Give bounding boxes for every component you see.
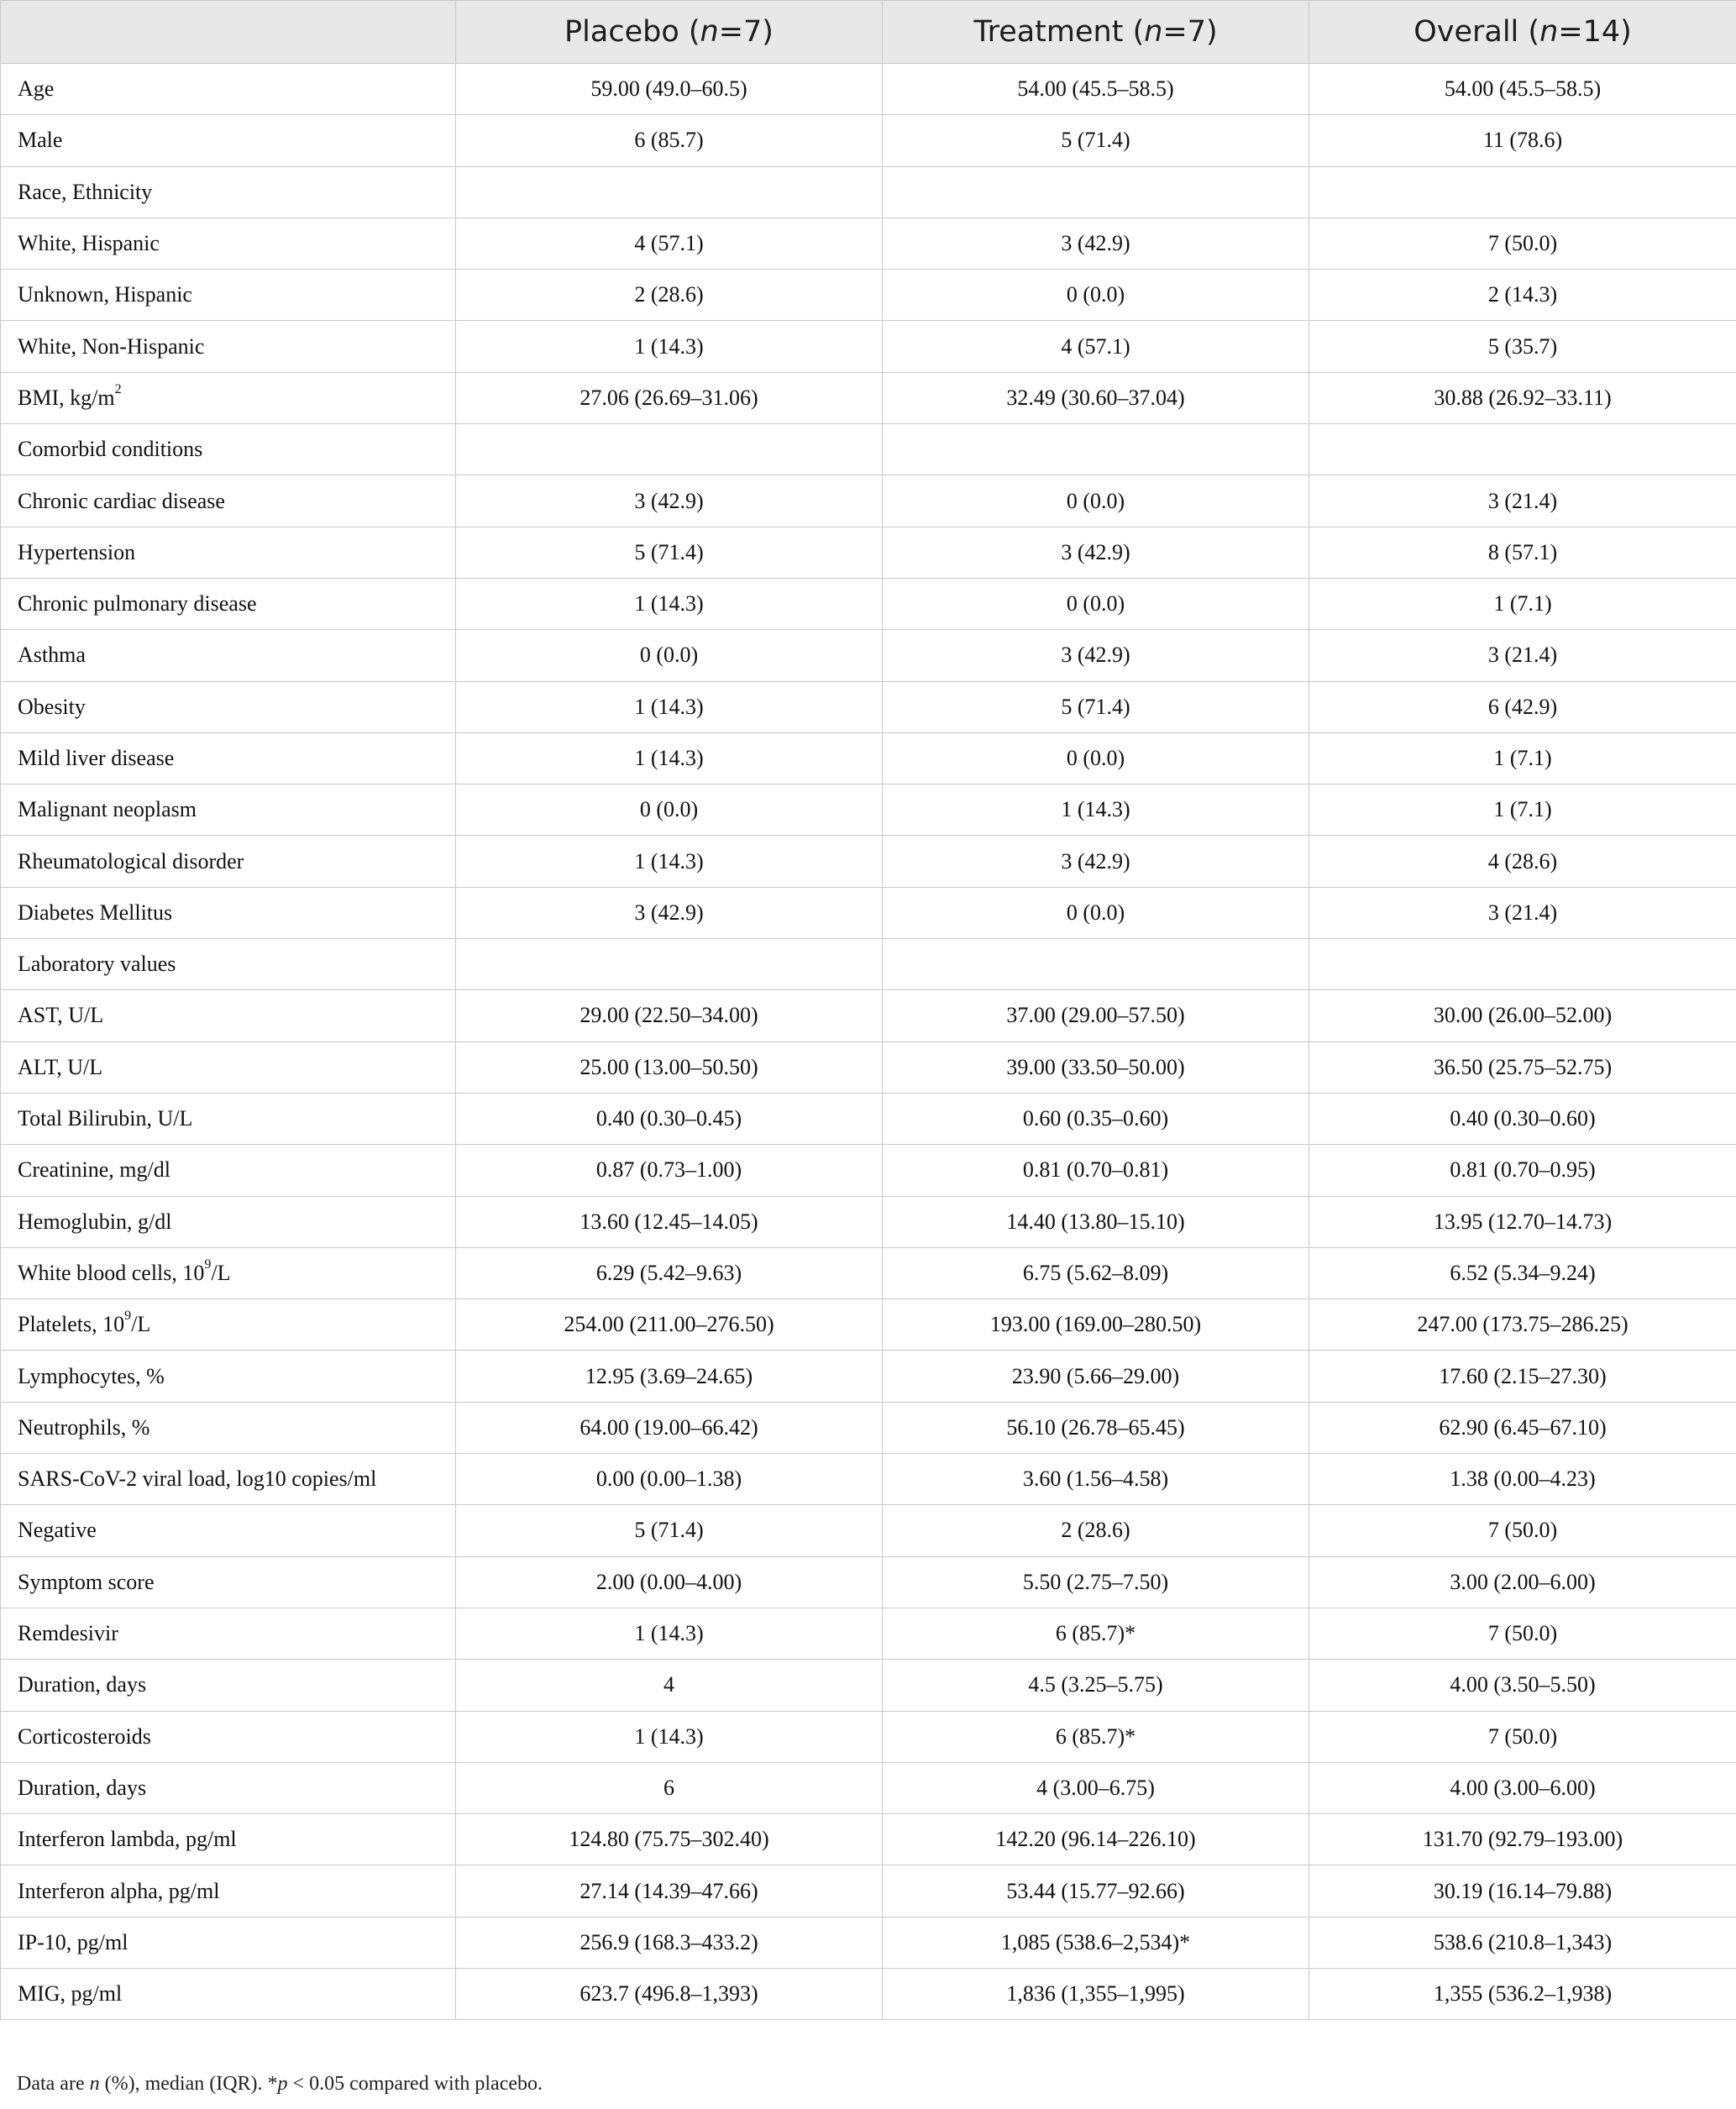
table-row [1, 1351, 1736, 1402]
cell-overall: 0.40 (0.30–0.60) [1309, 1093, 1736, 1144]
cell-overall: 30.88 (26.92–33.11) [1309, 372, 1736, 423]
cell-placebo: 1 (14.3) [456, 1711, 883, 1762]
footnote-n: n [89, 2073, 100, 2095]
cell-treatment: 1,085 (538.6–2,534)* [883, 1917, 1309, 1968]
header-row [1, 1, 1736, 64]
cell-placebo: 27.06 (26.69–31.06) [456, 372, 883, 423]
table-row [1, 424, 1736, 475]
footnote-p: p [277, 2073, 288, 2095]
table-row [1, 475, 1736, 527]
cell-treatment: 56.10 (26.78–65.45) [883, 1402, 1309, 1453]
row-label [1, 1660, 456, 1711]
table-body [1, 64, 1736, 2020]
cell-treatment: 0.60 (0.35–0.60) [883, 1093, 1309, 1144]
table-row [1, 1299, 1736, 1351]
cell-placebo: 5 (71.4) [456, 1505, 883, 1556]
table-row [1, 166, 1736, 218]
header-treatment-n: n [1144, 15, 1163, 49]
row-label-text: AST, U/L [18, 1003, 104, 1028]
cell-overall: 247.00 (173.75–286.25) [1309, 1299, 1736, 1351]
row-label-text: Negative [18, 1518, 97, 1543]
header-overall-suffix: =14) [1558, 15, 1632, 49]
row-label-text: Obesity [18, 694, 86, 719]
row-label [1, 630, 456, 681]
table-row [1, 1660, 1736, 1711]
row-label-text: Unknown, Hispanic [18, 282, 192, 307]
cell-treatment: 6.75 (5.62–8.09) [883, 1247, 1309, 1298]
table-row [1, 1917, 1736, 1968]
cell-overall: 4.00 (3.50–5.50) [1309, 1660, 1736, 1711]
cell-overall [1309, 939, 1736, 990]
row-label [1, 1196, 456, 1247]
row-label-text: Malignant neoplasm [18, 797, 197, 822]
cell-overall: 8 (57.1) [1309, 527, 1736, 578]
cell-placebo: 623.7 (496.8–1,393) [456, 1968, 883, 2019]
cell-treatment: 0.81 (0.70–0.81) [883, 1145, 1309, 1196]
row-label [1, 1402, 456, 1453]
cell-placebo: 0 (0.0) [456, 630, 883, 681]
cell-overall: 3 (21.4) [1309, 475, 1736, 527]
row-label [1, 64, 456, 115]
cell-overall: 13.95 (12.70–14.73) [1309, 1196, 1736, 1247]
row-label-text: Male [18, 128, 63, 153]
row-label-text: Creatinine, mg/dl [18, 1157, 170, 1183]
cell-overall: 131.70 (92.79–193.00) [1309, 1814, 1736, 1865]
table-row [1, 939, 1736, 990]
cell-placebo: 27.14 (14.39–47.66) [456, 1865, 883, 1917]
row-label-unit: /L [211, 1260, 231, 1285]
row-label [1, 836, 456, 887]
cell-placebo: 6 (85.7) [456, 115, 883, 166]
cell-overall: 7 (50.0) [1309, 1711, 1736, 1762]
footnote-part2: (%), median (IQR). * [99, 2073, 278, 2095]
table-row [1, 1196, 1736, 1247]
row-label-text: Hemoglubin, g/dl [18, 1209, 172, 1234]
cell-placebo [456, 424, 883, 475]
cell-treatment [883, 939, 1309, 990]
row-label-text: Platelets, 10 [18, 1312, 125, 1337]
row-label-text: Corticosteroids [18, 1723, 151, 1749]
cell-treatment: 0 (0.0) [883, 732, 1309, 784]
footnote-part3: < 0.05 compared with placebo. [287, 2073, 543, 2095]
table-row [1, 1608, 1736, 1659]
row-label [1, 270, 456, 321]
row-label [1, 1711, 456, 1762]
cell-overall [1309, 166, 1736, 218]
row-label-text: Duration, days [18, 1672, 147, 1697]
cell-placebo: 2.00 (0.00–4.00) [456, 1556, 883, 1608]
row-label [1, 1454, 456, 1505]
cell-placebo: 4 [456, 1660, 883, 1711]
cell-treatment: 0 (0.0) [883, 475, 1309, 527]
cell-overall: 62.90 (6.45–67.10) [1309, 1402, 1736, 1453]
table-row [1, 64, 1736, 115]
cell-overall: 1.38 (0.00–4.23) [1309, 1454, 1736, 1505]
row-label-text: White blood cells, 10 [18, 1260, 205, 1285]
row-label-text: Remdesivir [18, 1621, 118, 1646]
table-row [1, 1041, 1736, 1093]
row-label-text: Symptom score [18, 1569, 155, 1594]
row-label [1, 784, 456, 836]
row-label [1, 115, 456, 166]
cell-overall: 2 (14.3) [1309, 270, 1736, 321]
table-row [1, 1145, 1736, 1196]
header-placebo [456, 1, 883, 64]
row-label-text: Duration, days [18, 1775, 147, 1800]
row-label-text: Interferon alpha, pg/ml [18, 1878, 220, 1903]
cell-treatment: 23.90 (5.66–29.00) [883, 1351, 1309, 1402]
table-row [1, 218, 1736, 269]
cell-overall: 17.60 (2.15–27.30) [1309, 1351, 1736, 1402]
cell-overall [1309, 424, 1736, 475]
row-label [1, 475, 456, 527]
cell-treatment: 32.49 (30.60–37.04) [883, 372, 1309, 423]
table-row [1, 1865, 1736, 1917]
row-label [1, 990, 456, 1041]
row-label-text: Total Bilirubin, U/L [18, 1106, 193, 1131]
cell-placebo: 64.00 (19.00–66.42) [456, 1402, 883, 1453]
cell-overall: 4.00 (3.00–6.00) [1309, 1762, 1736, 1813]
cell-overall: 0.81 (0.70–0.95) [1309, 1145, 1736, 1196]
row-label-text: White, Hispanic [18, 231, 160, 256]
header-overall-prefix: Overall ( [1413, 15, 1540, 49]
table-row [1, 681, 1736, 732]
table-row [1, 1556, 1736, 1608]
cell-treatment [883, 166, 1309, 218]
row-label-text: Race, Ethnicity [18, 179, 153, 204]
row-label-text: Age [18, 76, 55, 102]
row-label-superscript: 9 [124, 1309, 132, 1324]
row-label-text: SARS-CoV-2 viral load, log10 copies/ml [18, 1466, 377, 1492]
row-label [1, 1556, 456, 1608]
table-row [1, 115, 1736, 166]
row-label-superscript: 9 [204, 1256, 212, 1272]
cell-overall: 1 (7.1) [1309, 784, 1736, 836]
row-label-superscript: 2 [114, 381, 122, 396]
cell-treatment: 5 (71.4) [883, 681, 1309, 732]
header-treatment-suffix: =7) [1162, 15, 1218, 49]
header-overall [1309, 1, 1736, 64]
cell-treatment: 3 (42.9) [883, 527, 1309, 578]
row-label [1, 1917, 456, 1968]
cell-placebo [456, 939, 883, 990]
row-label-text: Neutrophils, % [18, 1414, 150, 1440]
cell-placebo [456, 166, 883, 218]
row-label-text: IP-10, pg/ml [18, 1929, 128, 1954]
cell-treatment: 2 (28.6) [883, 1505, 1309, 1556]
cell-placebo: 2 (28.6) [456, 270, 883, 321]
row-label-text: Comorbid conditions [18, 437, 203, 462]
header-treatment [883, 1, 1309, 64]
row-label-text: Mild liver disease [18, 746, 175, 770]
row-label [1, 1968, 456, 2019]
cell-overall: 7 (50.0) [1309, 1608, 1736, 1659]
cell-placebo: 25.00 (13.00–50.50) [456, 1041, 883, 1093]
table-row [1, 1762, 1736, 1813]
row-label [1, 372, 456, 423]
header-overall-n: n [1539, 15, 1559, 49]
row-label [1, 887, 456, 938]
row-label-text: Asthma [18, 643, 86, 668]
row-label-text: BMI, kg/m [18, 385, 115, 410]
row-label [1, 681, 456, 732]
table-row [1, 1814, 1736, 1865]
table-row [1, 372, 1736, 423]
cell-treatment: 4.5 (3.25–5.75) [883, 1660, 1309, 1711]
cell-overall: 6 (42.9) [1309, 681, 1736, 732]
row-label [1, 218, 456, 269]
cell-overall: 3 (21.4) [1309, 887, 1736, 938]
cell-treatment: 4 (57.1) [883, 321, 1309, 372]
row-label-unit: /L [131, 1312, 151, 1337]
header-placebo-prefix: Placebo ( [564, 15, 700, 49]
cell-treatment: 54.00 (45.5–58.5) [883, 64, 1309, 115]
table-row [1, 784, 1736, 836]
cell-placebo: 0 (0.0) [456, 784, 883, 836]
cell-placebo: 1 (14.3) [456, 732, 883, 784]
cell-overall: 1 (7.1) [1309, 732, 1736, 784]
table-row [1, 1711, 1736, 1762]
cell-placebo: 6 [456, 1762, 883, 1813]
cell-overall: 7 (50.0) [1309, 218, 1736, 269]
cell-treatment: 5.50 (2.75–7.50) [883, 1556, 1309, 1608]
row-label [1, 732, 456, 784]
cell-overall: 1 (7.1) [1309, 578, 1736, 629]
cell-placebo: 124.80 (75.75–302.40) [456, 1814, 883, 1865]
header-treatment-prefix: Treatment ( [973, 15, 1145, 49]
row-label [1, 321, 456, 372]
row-label-text: ALT, U/L [18, 1054, 103, 1079]
row-label [1, 1145, 456, 1196]
cell-overall: 7 (50.0) [1309, 1505, 1736, 1556]
cell-overall: 3.00 (2.00–6.00) [1309, 1556, 1736, 1608]
header-placebo-suffix: =7) [718, 15, 774, 49]
table-row [1, 732, 1736, 784]
cell-treatment: 0 (0.0) [883, 270, 1309, 321]
cell-placebo: 1 (14.3) [456, 321, 883, 372]
row-label [1, 1865, 456, 1917]
row-label [1, 939, 456, 990]
row-label-text: MIG, pg/ml [18, 1981, 123, 2007]
table-row [1, 630, 1736, 681]
row-label [1, 1762, 456, 1813]
table-row [1, 1093, 1736, 1144]
row-label-text: Diabetes Mellitus [18, 900, 173, 925]
cell-treatment: 5 (71.4) [883, 115, 1309, 166]
header-placebo-n: n [700, 15, 719, 49]
cell-placebo: 12.95 (3.69–24.65) [456, 1351, 883, 1402]
cell-overall: 6.52 (5.34–9.24) [1309, 1247, 1736, 1298]
cell-placebo: 0.00 (0.00–1.38) [456, 1454, 883, 1505]
table-row [1, 270, 1736, 321]
cell-treatment: 4 (3.00–6.75) [883, 1762, 1309, 1813]
cell-placebo: 254.00 (211.00–276.50) [456, 1299, 883, 1351]
cell-overall: 1,355 (536.2–1,938) [1309, 1968, 1736, 2019]
table-row [1, 1505, 1736, 1556]
row-label-text: Hypertension [18, 539, 136, 564]
cell-overall: 36.50 (25.75–52.75) [1309, 1041, 1736, 1093]
cell-treatment: 3.60 (1.56–4.58) [883, 1454, 1309, 1505]
table-row [1, 1968, 1736, 2019]
row-label [1, 1505, 456, 1556]
row-label-text: Rheumatological disorder [18, 848, 244, 874]
cell-treatment: 142.20 (96.14–226.10) [883, 1814, 1309, 1865]
row-label-text: Chronic cardiac disease [18, 488, 225, 513]
cell-placebo: 29.00 (22.50–34.00) [456, 990, 883, 1041]
row-label [1, 166, 456, 218]
cell-treatment: 14.40 (13.80–15.10) [883, 1196, 1309, 1247]
cell-overall: 3 (21.4) [1309, 630, 1736, 681]
table-row [1, 836, 1736, 887]
cell-placebo: 3 (42.9) [456, 887, 883, 938]
table-row [1, 578, 1736, 629]
cell-overall: 538.6 (210.8–1,343) [1309, 1917, 1736, 1968]
cell-overall: 54.00 (45.5–58.5) [1309, 64, 1736, 115]
cell-placebo: 13.60 (12.45–14.05) [456, 1196, 883, 1247]
row-label-text: Lymphocytes, % [18, 1363, 165, 1388]
cell-overall: 5 (35.7) [1309, 321, 1736, 372]
row-label [1, 1041, 456, 1093]
table-row [1, 321, 1736, 372]
cell-placebo: 0.87 (0.73–1.00) [456, 1145, 883, 1196]
cell-treatment: 3 (42.9) [883, 630, 1309, 681]
row-label-text: Chronic pulmonary disease [18, 591, 257, 616]
cell-placebo: 4 (57.1) [456, 218, 883, 269]
cell-overall: 30.19 (16.14–79.88) [1309, 1865, 1736, 1917]
cell-placebo: 0.40 (0.30–0.45) [456, 1093, 883, 1144]
cell-treatment: 3 (42.9) [883, 836, 1309, 887]
row-label [1, 1093, 456, 1144]
cell-treatment: 0 (0.0) [883, 887, 1309, 938]
table-footnote [17, 2073, 543, 2096]
cell-placebo: 1 (14.3) [456, 1608, 883, 1659]
cell-placebo: 3 (42.9) [456, 475, 883, 527]
table-row [1, 1402, 1736, 1453]
cell-placebo: 256.9 (168.3–433.2) [456, 1917, 883, 1968]
cell-placebo: 59.00 (49.0–60.5) [456, 64, 883, 115]
table-row [1, 1247, 1736, 1298]
table-row [1, 990, 1736, 1041]
cell-treatment: 1 (14.3) [883, 784, 1309, 836]
cell-placebo: 1 (14.3) [456, 681, 883, 732]
row-label [1, 1814, 456, 1865]
cell-placebo: 1 (14.3) [456, 578, 883, 629]
cell-overall: 11 (78.6) [1309, 115, 1736, 166]
cell-overall: 4 (28.6) [1309, 836, 1736, 887]
row-label [1, 424, 456, 475]
cell-treatment [883, 424, 1309, 475]
cell-treatment: 37.00 (29.00–57.50) [883, 990, 1309, 1041]
row-label [1, 1247, 456, 1298]
table-row [1, 1454, 1736, 1505]
row-label [1, 1351, 456, 1402]
row-label [1, 1299, 456, 1351]
row-label [1, 527, 456, 578]
cell-treatment: 3 (42.9) [883, 218, 1309, 269]
cell-treatment: 6 (85.7)* [883, 1608, 1309, 1659]
row-label-text: White, Non-Hispanic [18, 333, 205, 359]
cell-treatment: 39.00 (33.50–50.00) [883, 1041, 1309, 1093]
row-label [1, 578, 456, 629]
table-row [1, 527, 1736, 578]
cell-treatment: 1,836 (1,355–1,995) [883, 1968, 1309, 2019]
cell-treatment: 53.44 (15.77–92.66) [883, 1865, 1309, 1917]
cell-treatment: 193.00 (169.00–280.50) [883, 1299, 1309, 1351]
table-row [1, 887, 1736, 938]
header-blank-cell [1, 1, 456, 64]
cell-placebo: 1 (14.3) [456, 836, 883, 887]
row-label [1, 1608, 456, 1659]
cell-treatment: 0 (0.0) [883, 578, 1309, 629]
cell-overall: 30.00 (26.00–52.00) [1309, 990, 1736, 1041]
row-label-text: Interferon lambda, pg/ml [18, 1827, 237, 1852]
footnote-part1: Data are [17, 2073, 90, 2095]
row-label-text: Laboratory values [18, 952, 176, 977]
cell-placebo: 5 (71.4) [456, 527, 883, 578]
cell-treatment: 6 (85.7)* [883, 1711, 1309, 1762]
table-header [1, 1, 1736, 64]
cell-placebo: 6.29 (5.42–9.63) [456, 1247, 883, 1298]
